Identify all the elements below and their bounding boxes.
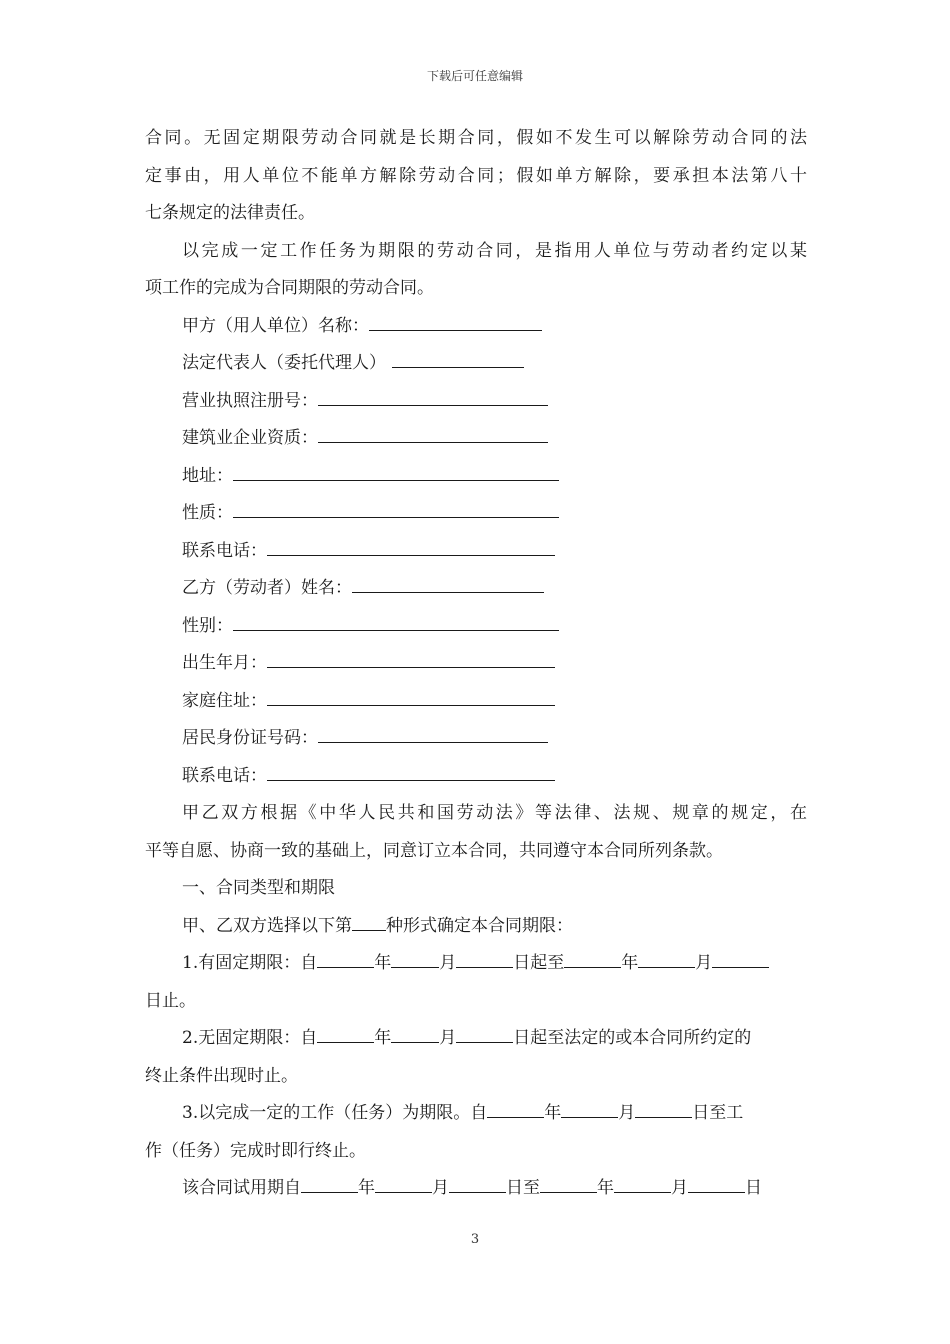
blank-line bbox=[391, 1025, 439, 1043]
blank-line bbox=[267, 538, 555, 556]
form-row-party-a-name bbox=[145, 308, 807, 346]
blank-line bbox=[712, 950, 769, 968]
blank-line bbox=[561, 1100, 618, 1118]
text: 自 bbox=[300, 953, 318, 973]
blank-line bbox=[233, 500, 559, 518]
blank-line bbox=[318, 725, 548, 743]
text: 年 bbox=[374, 1028, 392, 1048]
text: 该合同试用期 bbox=[182, 1178, 284, 1198]
field-label: 乙方（劳动者）姓名： bbox=[182, 578, 352, 598]
blank-line bbox=[391, 950, 439, 968]
form-row-phone-a bbox=[145, 533, 807, 571]
field-label: 联系电话： bbox=[182, 540, 267, 561]
blank-line bbox=[540, 1175, 597, 1193]
form-row-home-address bbox=[145, 683, 807, 721]
blank-line bbox=[688, 1175, 745, 1193]
text: 日至工 bbox=[692, 1103, 744, 1123]
paragraph-line: 甲乙双方根据《中华人民共和国劳动法》等法律、法规、规章的规定，在 bbox=[182, 803, 807, 823]
blank-line bbox=[635, 1100, 692, 1118]
text: 日至 bbox=[506, 1178, 540, 1198]
blank-line bbox=[375, 1175, 432, 1193]
section-title: 一、合同类型和期限 bbox=[182, 878, 335, 898]
item-3-tail: 作（任务）完成时即行终止。 bbox=[145, 1140, 366, 1161]
text: 月 bbox=[439, 1028, 457, 1048]
text: 年 bbox=[544, 1103, 562, 1123]
blank-line bbox=[449, 1175, 506, 1193]
text: 月 bbox=[671, 1178, 688, 1198]
field-label: 甲方（用人单位）名称： bbox=[182, 315, 369, 336]
blank-line bbox=[267, 763, 555, 781]
item-2-tail: 终止条件出现时止。 bbox=[145, 1065, 298, 1086]
field-label: 联系电话： bbox=[182, 765, 267, 786]
paragraph-line: 项工作的完成为合同期限的劳动合同。 bbox=[145, 278, 434, 298]
item-1-tail: 日止。 bbox=[145, 990, 196, 1011]
blank-line bbox=[352, 575, 544, 593]
page-header: 下载后可任意编辑 bbox=[426, 69, 523, 83]
blank-line bbox=[317, 1025, 374, 1043]
form-row-gender bbox=[145, 608, 807, 646]
blank-line bbox=[638, 950, 695, 968]
text: 月 bbox=[695, 953, 713, 973]
form-row-party-b-name bbox=[145, 570, 807, 608]
text: 年 bbox=[621, 953, 639, 973]
term-choice-line bbox=[145, 908, 807, 946]
blank-line bbox=[487, 1100, 544, 1118]
blank-line bbox=[301, 1175, 358, 1193]
blank-line bbox=[318, 425, 548, 443]
field-label: 性别： bbox=[182, 615, 233, 636]
form-row-nature bbox=[145, 495, 807, 533]
item-1-line bbox=[145, 945, 807, 983]
form-row-license bbox=[145, 383, 807, 421]
form-row-qualification bbox=[145, 420, 807, 458]
form-row-phone-b bbox=[145, 758, 807, 796]
text: 月 bbox=[618, 1103, 636, 1123]
text: 2.无固定期限： bbox=[182, 1028, 301, 1048]
field-label: 居民身份证号码： bbox=[182, 728, 318, 748]
blank-line bbox=[352, 913, 386, 931]
paragraph-line: 平等自愿、协商一致的基础上，同意订立本合同，共同遵守本合同所列条款。 bbox=[145, 840, 723, 861]
text: 日起至 bbox=[513, 953, 565, 973]
text: 日起至法定的或本合同所约定的 bbox=[513, 1028, 752, 1048]
field-label: 家庭住址： bbox=[182, 690, 267, 711]
blank-line bbox=[392, 350, 524, 368]
blank-line bbox=[267, 650, 555, 668]
blank-line bbox=[456, 950, 513, 968]
text: 自 bbox=[284, 1178, 301, 1198]
field-label: 建筑业企业资质： bbox=[182, 428, 318, 448]
text: 自 bbox=[470, 1103, 488, 1123]
field-label: 营业执照注册号： bbox=[182, 390, 318, 411]
form-row-address bbox=[145, 458, 807, 496]
form-row-id-number bbox=[145, 720, 807, 758]
blank-line bbox=[369, 313, 542, 331]
form-row-birth bbox=[145, 645, 807, 683]
field-label: 出生年月： bbox=[182, 653, 267, 673]
item-2-line bbox=[145, 1020, 807, 1058]
text: 月 bbox=[439, 953, 457, 973]
page-number: 3 bbox=[470, 1232, 480, 1247]
document-body bbox=[145, 120, 807, 1208]
text: 种形式确定本合同期限： bbox=[386, 915, 573, 936]
field-label: 法定代表人（委托代理人） bbox=[182, 353, 386, 373]
field-label: 性质： bbox=[182, 503, 233, 523]
blank-line bbox=[614, 1175, 671, 1193]
text: 3.以完成一定的工作（任务）为期限。 bbox=[182, 1103, 471, 1123]
text: 年 bbox=[358, 1178, 375, 1198]
blank-line bbox=[317, 950, 374, 968]
paragraph-line: 合同。无固定期限劳动合同就是长期合同，假如不发生可以解除劳动合同的法 bbox=[145, 128, 807, 148]
blank-line bbox=[456, 1025, 513, 1043]
text: 月 bbox=[432, 1178, 449, 1198]
text: 自 bbox=[300, 1028, 318, 1048]
paragraph-line: 七条规定的法律责任。 bbox=[145, 203, 315, 223]
text: 甲、乙双方选择以下第 bbox=[182, 915, 352, 936]
text: 年 bbox=[597, 1178, 614, 1198]
blank-line bbox=[564, 950, 621, 968]
probation-line bbox=[145, 1170, 807, 1208]
text: 日 bbox=[745, 1178, 762, 1198]
item-3-line bbox=[145, 1095, 807, 1133]
form-row-legal-rep bbox=[145, 345, 807, 383]
text: 年 bbox=[374, 953, 392, 973]
field-label: 地址： bbox=[182, 465, 233, 486]
blank-line bbox=[233, 463, 559, 481]
paragraph-line: 定事由，用人单位不能单方解除劳动合同；假如单方解除，要承担本法第八十 bbox=[145, 165, 807, 186]
blank-line bbox=[267, 688, 555, 706]
paragraph-line: 以完成一定工作任务为期限的劳动合同，是指用人单位与劳动者约定以某 bbox=[182, 240, 807, 261]
blank-line bbox=[318, 388, 548, 406]
blank-line bbox=[233, 613, 559, 631]
text: 1.有固定期限： bbox=[182, 953, 301, 973]
